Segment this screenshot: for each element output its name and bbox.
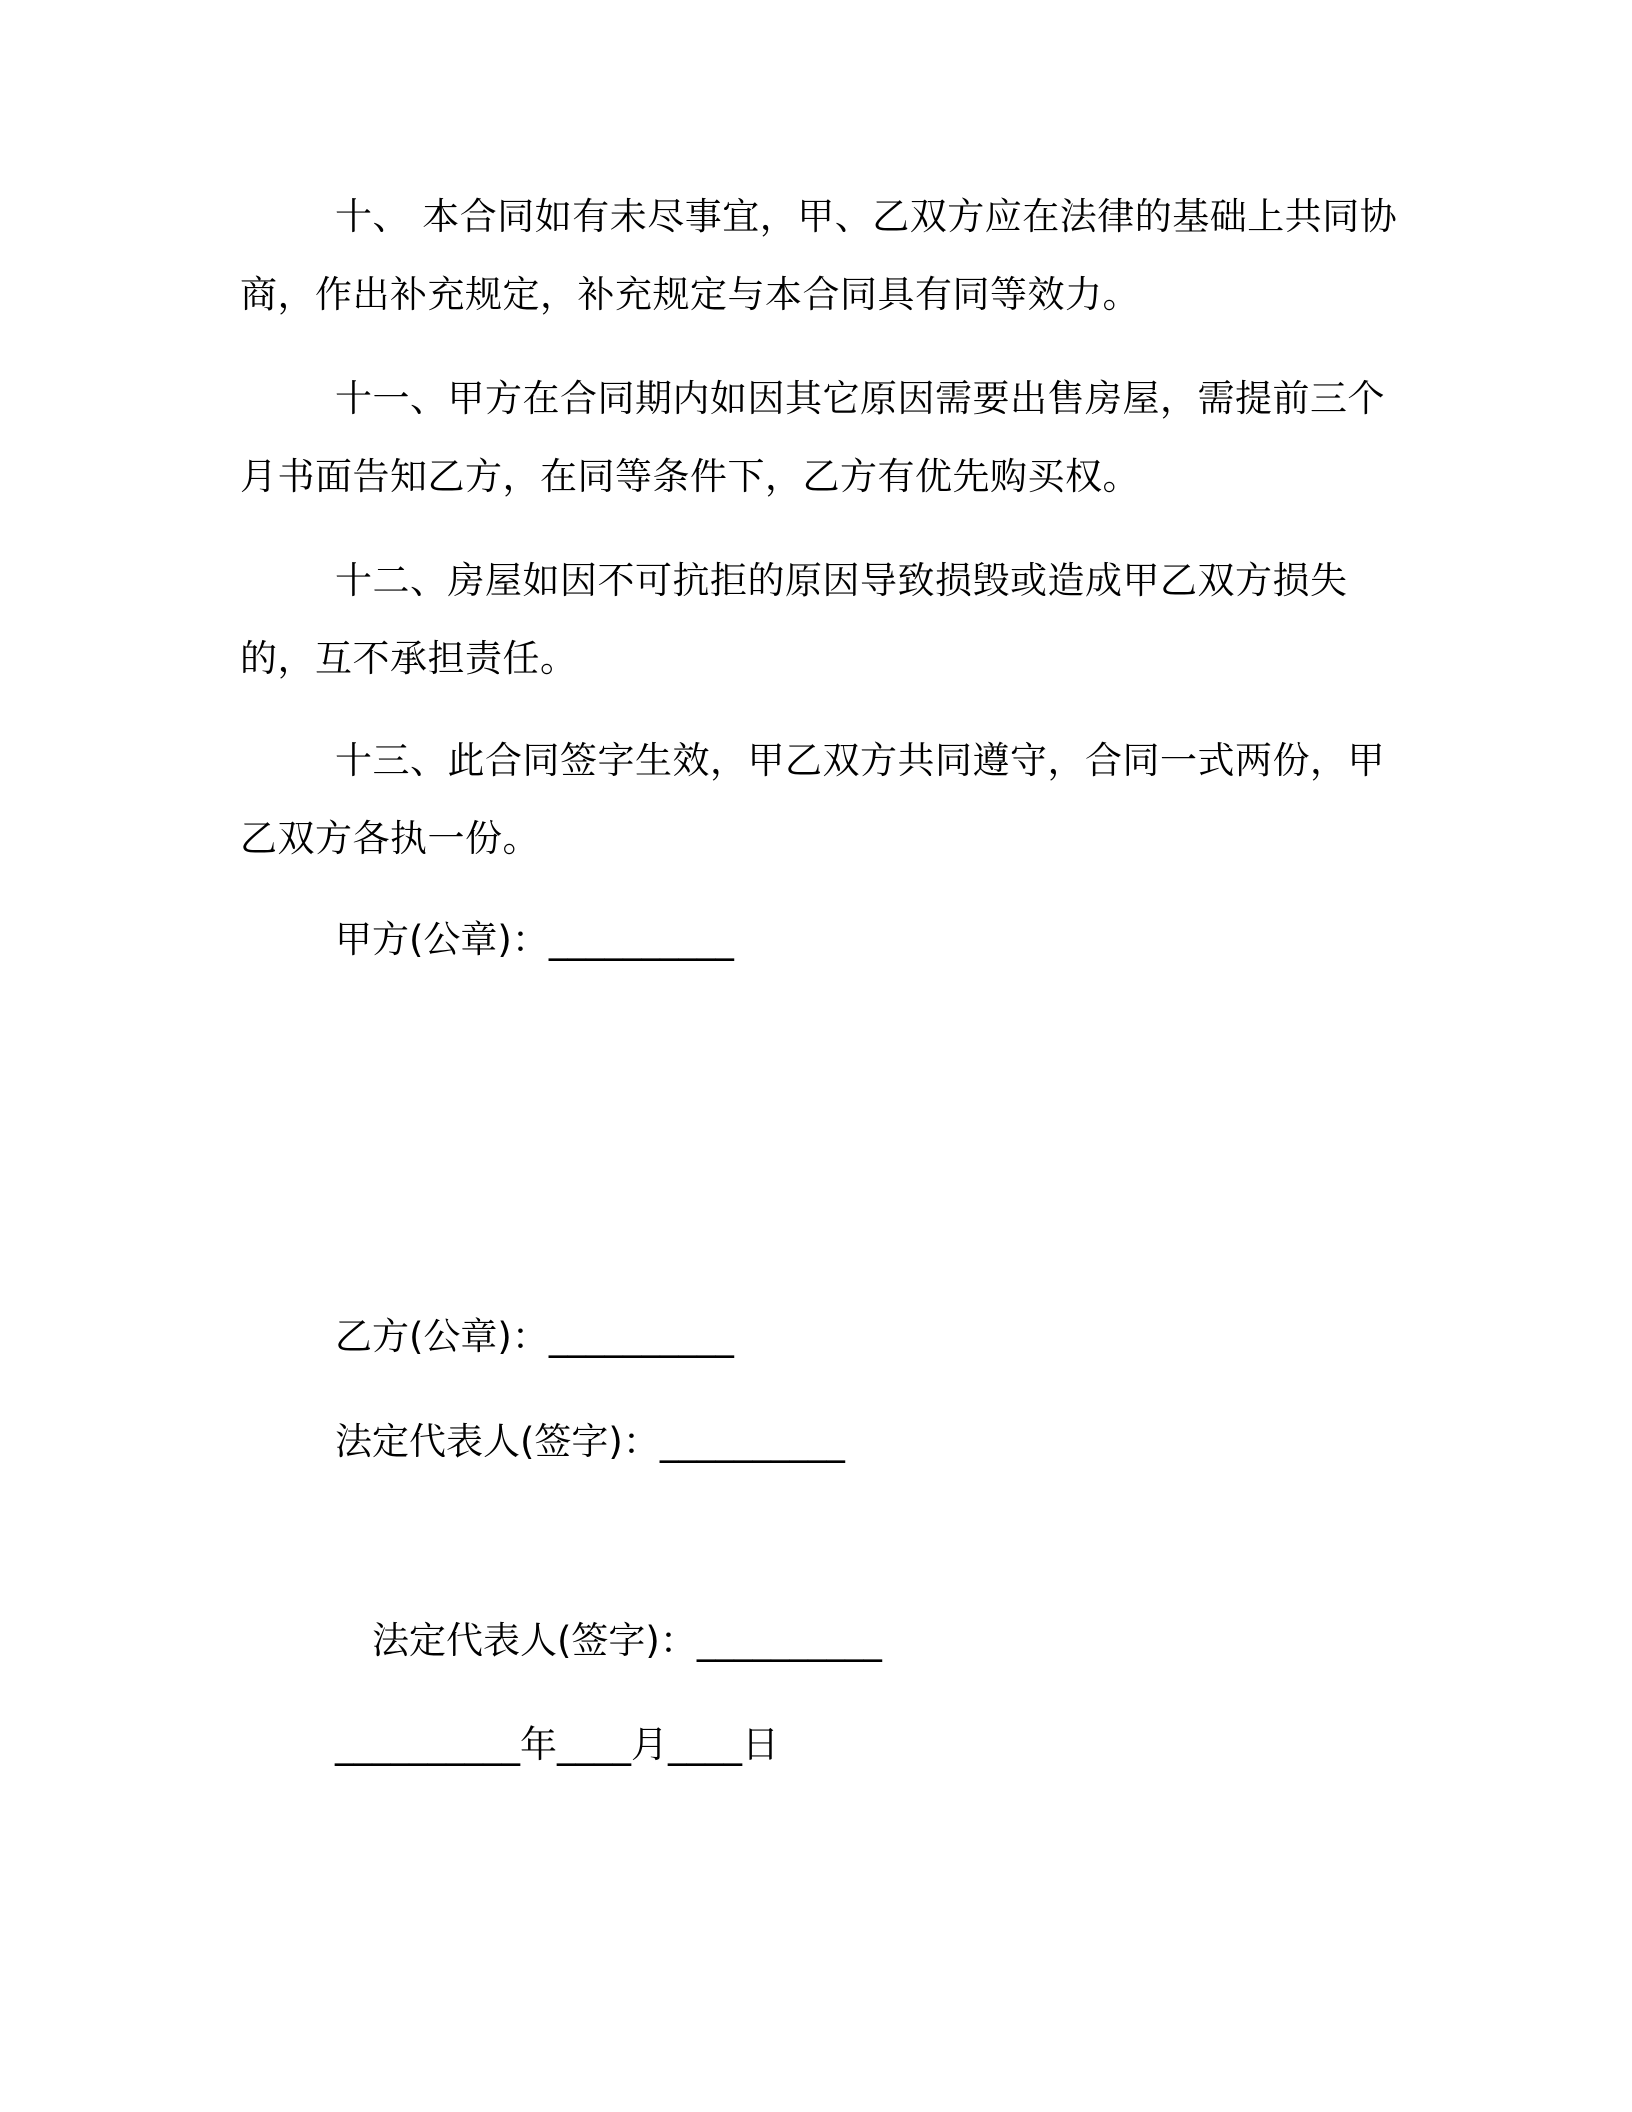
legal-representative-signature-line: 法定代表人(签字)：__________: [335, 1420, 845, 1463]
party-a-seal-line: 甲方(公章)：__________: [335, 918, 734, 961]
clause-10: 十、 本合同如有未尽事宜，甲、乙双方应在法律的基础上共同协商，作出补充规定，补充规定与本合同具有同等效力。: [240, 195, 1398, 316]
clause-12: 十二、房屋如因不可抗拒的原因导致损毁或造成甲乙双方损失的，互不承担责任。: [240, 559, 1348, 680]
clause-13: 十三、此合同签字生效，甲乙双方共同遵守，合同一式两份，甲乙双方各执一份。: [240, 739, 1385, 860]
party-b-seal-line: 乙方(公章)：__________: [335, 1315, 734, 1358]
clause-11: 十一、甲方在合同期内如因其它原因需要出售房屋，需提前三个月书面告知乙方，在同等条件下，乙方有优先购买权。: [240, 377, 1385, 498]
date-line: __________年____月____日: [335, 1723, 779, 1766]
legal-representative-signature-line-2: 法定代表人(签字)：__________: [372, 1619, 882, 1662]
